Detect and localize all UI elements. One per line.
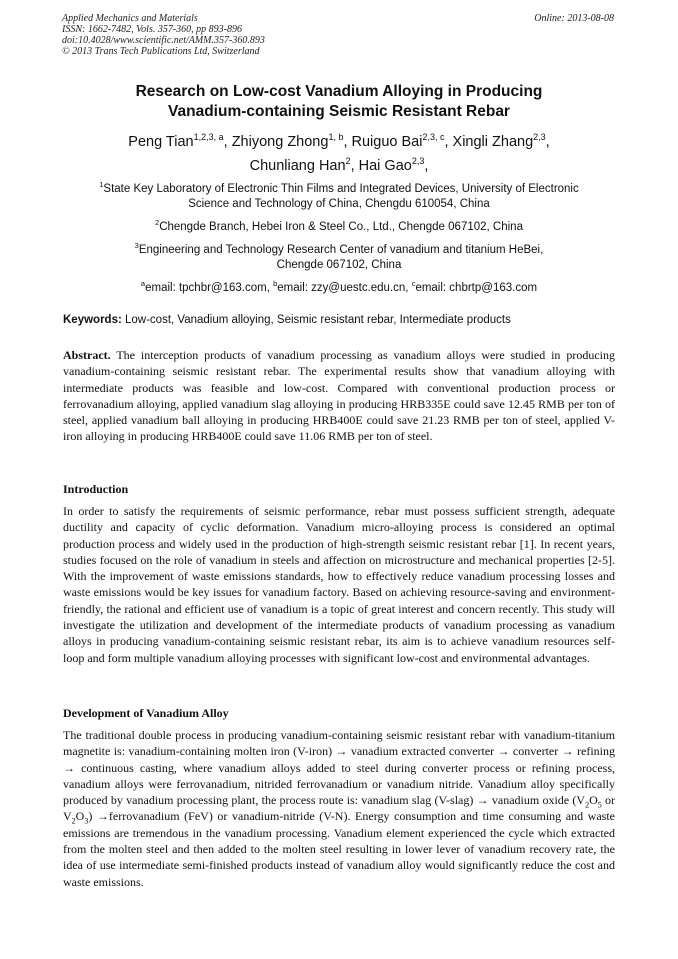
paragraph-text: O [589, 793, 598, 808]
title-line-1: Research on Low-cost Vanadium Alloying in Producing [135, 83, 543, 100]
affiliation [60, 243, 618, 273]
subscript: 5 [597, 800, 602, 810]
affiliation-list [60, 182, 618, 304]
affiliation-line: State Key Laboratory of Electronic Thin Films and Integrated Devices, University of Electronic [103, 183, 579, 195]
author-name: Hai Gao [358, 158, 412, 174]
online-date: Online: 2013-08-08 [534, 13, 614, 24]
journal-name: Applied Mechanics and Materials [62, 13, 198, 24]
doi-line: doi:10.4028/www.scientific.net/AMM.357-360.893 [62, 35, 265, 46]
keywords-text: Low-cost, Vanadium alloying, Seismic resistant rebar, Intermediate products [125, 314, 511, 326]
affiliation-line: Science and Technology of China, Chengdu 610054, China [188, 198, 490, 210]
email-address: email: chbrtp@163.com [415, 282, 538, 294]
author-affil-marker: 2,3 [533, 132, 546, 143]
keywords [63, 313, 618, 328]
paragraph-text: or V [63, 793, 615, 824]
email-address: email: tpchbr@163.com, [145, 282, 270, 294]
author-affil-marker: 1,2,3, a [193, 132, 224, 143]
author-affil-marker: 2 [345, 156, 351, 167]
author-name: Xingli Zhang [452, 134, 534, 150]
paragraph-text: O [75, 809, 85, 824]
issn-line: ISSN: 1662-7482, Vols. 357-360, pp 893-896 [62, 24, 242, 35]
paragraph-text: ) →ferrovanadium (FeV) or vanadium-nitride (V-N). Energy consumption and time consuming and waste emissions are tremendous in the vanadium processing. Vanadium element experienced the cycle which extracted from the molten steel and then added to the molten steel resulting in lower lever of vanadium recovery rate, the idea of use intermediate semi-finished products instead of vanadium alloy would significantly reduce the cost and waste emissions. [63, 809, 615, 889]
abstract [63, 347, 615, 445]
subscript: 2 [71, 816, 76, 826]
affiliation-marker: 2 [155, 218, 160, 228]
affiliation-marker: 1 [99, 180, 104, 190]
paper-title [60, 82, 618, 122]
affiliation-marker: 3 [134, 241, 139, 251]
copyright-line: © 2013 Trans Tech Publications Ltd, Switzerland [62, 46, 260, 57]
email-marker: b [273, 279, 278, 289]
email-marker: a [140, 279, 146, 289]
introduction-paragraph: In order to satisfy the requirements of seismic performance, rebar must possess sufficient strength, adequate ductility and capacity of cyclic deformation. Vanadium micro-alloying process is considered an optimal production process and widely used in the production of high-strength seismic resistant rebar [1]. In recent years, studies focused on the role of vanadium in steels and affection on microstructure and mechanical properties [2-5]. With the improvement of waste emissions standards, how to effectively reduce vanadium processing losses and waste emissions would be key issues for vanadium factory. Based on achieving resource-saving and environment-friendly, the rational and efficient use of vanadium is a topic of great interest and concern recently. This study will investigate the utilization and development of the intermediate products of vanadium processing as vanadium alloys in producing vanadium-containing seismic resistant rebar, its aim is to achieve vanadium resources self-loop and form multiple vanadium alloying processes with significant low-cost and environmental advantages. [63, 504, 615, 665]
affiliation-line: Engineering and Technology Research Center of vanadium and titanium HeBei, [138, 244, 544, 256]
author-affil-marker: 1, b [328, 132, 344, 143]
development-paragraph [63, 727, 615, 890]
email-address: email: zzy@uestc.edu.cn, [277, 282, 409, 294]
affiliation [60, 220, 618, 235]
author-list: Peng Tian$^{1,2,3, a}$, Zhiyong Zhong$^{1, b}$, Ruiguo Bai$^{2,3, c}$, Xingli Zhang$^{2,3}$, Chunliang Han$^2$, Hai Gao$^{2,3}$, [128, 132, 550, 174]
subscript: 3 [84, 816, 89, 826]
journal-header [62, 13, 614, 57]
subscript: 2 [585, 800, 590, 810]
abstract-label: Abstract. [63, 348, 111, 362]
author-affil-marker: 2,3, c [422, 132, 445, 143]
affiliation-line: Chengde Branch, Hebei Iron & Steel Co., Ltd., Chengde 067102, China [159, 221, 523, 233]
affiliation [60, 182, 618, 212]
title-line-2: Vanadium-containing Seismic Resistant Rebar [168, 103, 510, 120]
section-heading-introduction: Introduction [63, 482, 129, 496]
paragraph-text: The traditional double process in producing vanadium-containing seismic resistant rebar with vanadium-titanium magnetite is: vanadium-containing molten iron (V-iron) → vanadium extracted converter → converter → refining → continuous casting, where vanadium alloys added to steel during converter process or refining process, vanadium alloys were ferrovanadium, nitrided ferrovanadium or vanadium nitride. Vanadium alloy specifically produced by vanadium processing plant, the process route is: vanadium slag (V-slag) → vanadium oxide (V [63, 728, 615, 808]
section-heading-development: Development of Vanadium Alloy [63, 706, 229, 720]
author-affil-marker: 2,3 [411, 156, 425, 167]
affiliation-line: Chengde 067102, China [276, 259, 402, 271]
keywords-label: Keywords: [63, 314, 122, 326]
author-name: Zhiyong Zhong [231, 134, 329, 150]
abstract-text: The interception products of vanadium processing as vanadium alloys were studied in producing vanadium-containing seismic resistant rebar. The experimental results show that vanadium alloying with intermediate products was feasible and low-cost. Compared with conventional production process or ferrovanadium alloying, applied vanadium slag alloying in producing HRB335E could save 12.45 RMB per ton of steel, applied vanadium ball alloying in producing HRB400E could save 21.23 RMB per ton of steel, applied V-iron alloying in producing HRB400E could save 11.06 RMB per ton of steel. [63, 348, 615, 444]
author-name: Peng Tian [128, 134, 194, 150]
email-marker: c [411, 279, 416, 289]
author-name: Ruiguo Bai [351, 134, 423, 150]
author-name: Chunliang Han [249, 158, 346, 174]
email-line [60, 281, 618, 296]
